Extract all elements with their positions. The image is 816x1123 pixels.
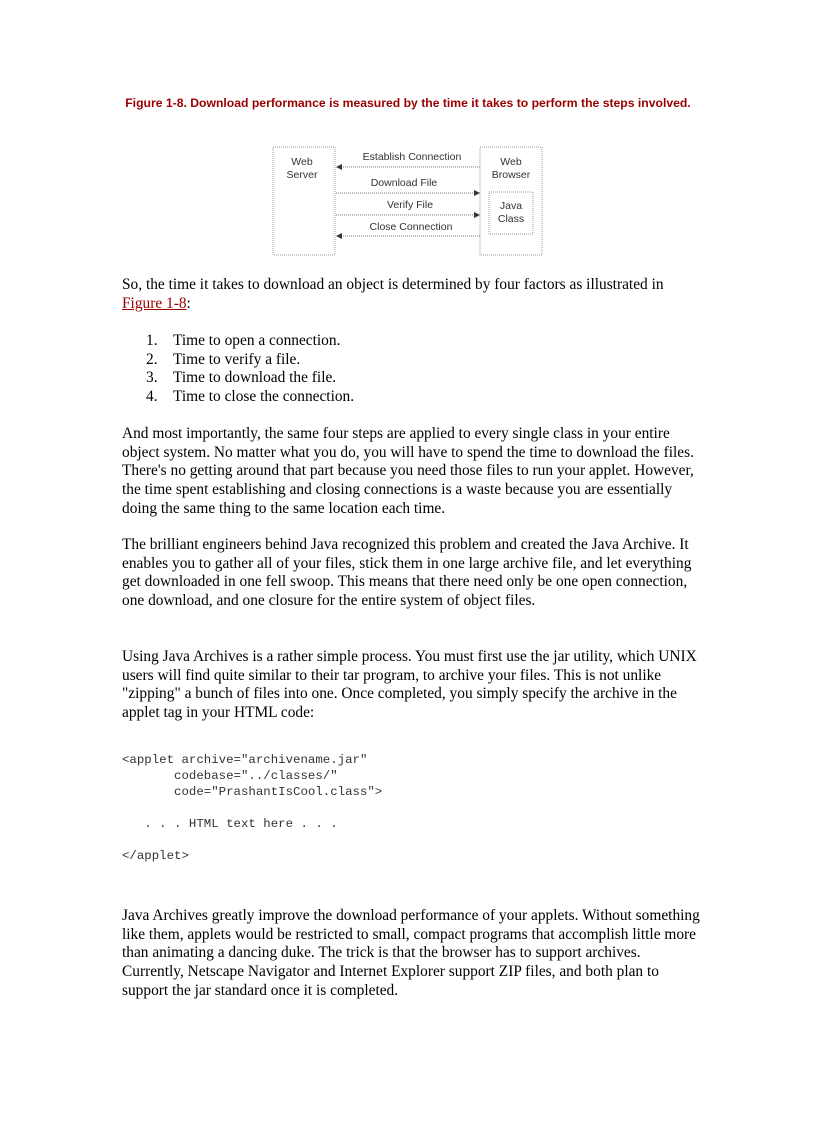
intro-text: So, the time it takes to download an object is determined by four factors as illustrated in bbox=[122, 276, 664, 293]
list-item bbox=[122, 351, 682, 370]
server-label-line1: Web bbox=[291, 156, 313, 168]
list-number: 4. bbox=[146, 388, 158, 406]
arrowhead-close bbox=[336, 233, 342, 239]
list-item bbox=[122, 332, 682, 351]
figure-link[interactable]: Figure 1-8 bbox=[122, 294, 187, 312]
arrowhead-verify bbox=[474, 212, 480, 218]
list-text: Time to close the connection. bbox=[173, 388, 355, 406]
arrowhead-download bbox=[474, 190, 480, 196]
list-number: 1. bbox=[146, 332, 158, 349]
diagram-svg bbox=[272, 146, 544, 258]
steps-list bbox=[122, 332, 682, 407]
paragraph-java-archive: The brilliant engineers behind Java recognized this problem and created the Java Archive. It enables you to gather all of your files, stick them in one large archive file, and let everything get downloaded in one fell swoop. This means that there need only be one open connection, one download, and one closure for the entire system of object files. bbox=[122, 536, 692, 610]
figure-caption: Figure 1-8. Download performance is measured by the time it takes to perform the steps involved. bbox=[125, 96, 691, 110]
list-text: Time to download the file. bbox=[173, 369, 337, 387]
list-text: Time to open a connection. bbox=[173, 332, 341, 349]
browser-label-line2: Browser bbox=[491, 169, 531, 181]
step-verify-label: Verify File bbox=[386, 199, 434, 211]
intro-end: : bbox=[186, 294, 191, 312]
list-text: Time to verify a file. bbox=[173, 350, 301, 368]
step-close-label: Close Connection bbox=[369, 221, 453, 233]
class-label-line1: Java bbox=[499, 200, 523, 212]
browser-label-line1: Web bbox=[500, 156, 522, 168]
class-label-line2: Class bbox=[497, 213, 525, 225]
download-diagram bbox=[272, 146, 544, 258]
list-number: 2. bbox=[146, 350, 158, 368]
server-label-line2: Server bbox=[286, 169, 318, 181]
list-number: 3. bbox=[146, 369, 158, 387]
step-establish-label: Establish Connection bbox=[362, 151, 462, 163]
list-item bbox=[122, 369, 682, 388]
paragraph-four-steps: And most importantly, the same four steps are applied to every single class in your entire object system. No matter what you do, you will have to spend the time to download the files. There's no getting around that part because you need those files to run your applet. However, the time spent establishing and closing connections is a waste because you are essentially doing the same thing to the same location each time. bbox=[122, 425, 694, 517]
applet-code-block: <applet archive="archivename.jar" codebase="../classes/" code="PrashantIsCool.class"> . . . HTML text here . . . </applet> bbox=[122, 753, 383, 863]
step-download-label: Download File bbox=[370, 177, 438, 189]
list-item bbox=[122, 388, 682, 407]
arrowhead-establish bbox=[336, 164, 342, 170]
intro-paragraph bbox=[122, 276, 702, 313]
paragraph-performance: Java Archives greatly improve the download performance of your applets. Without something like them, applets would be restricted to small, compact programs that accomplish little more than animating a dancing duke. The trick is that the browser has to support archives. Currently, Netscape Navigator and Internet Explorer support ZIP files, and both plan to support the jar standard once it is completed. bbox=[122, 907, 700, 999]
paragraph-jar-utility: Using Java Archives is a rather simple process. You must first use the jar utility, which UNIX users will find quite similar to their tar program, to archive your files. This is not unlike "zipping" a bunch of files into one. Once completed, you simply specify the archive in the applet tag in your HTML code: bbox=[122, 648, 697, 722]
